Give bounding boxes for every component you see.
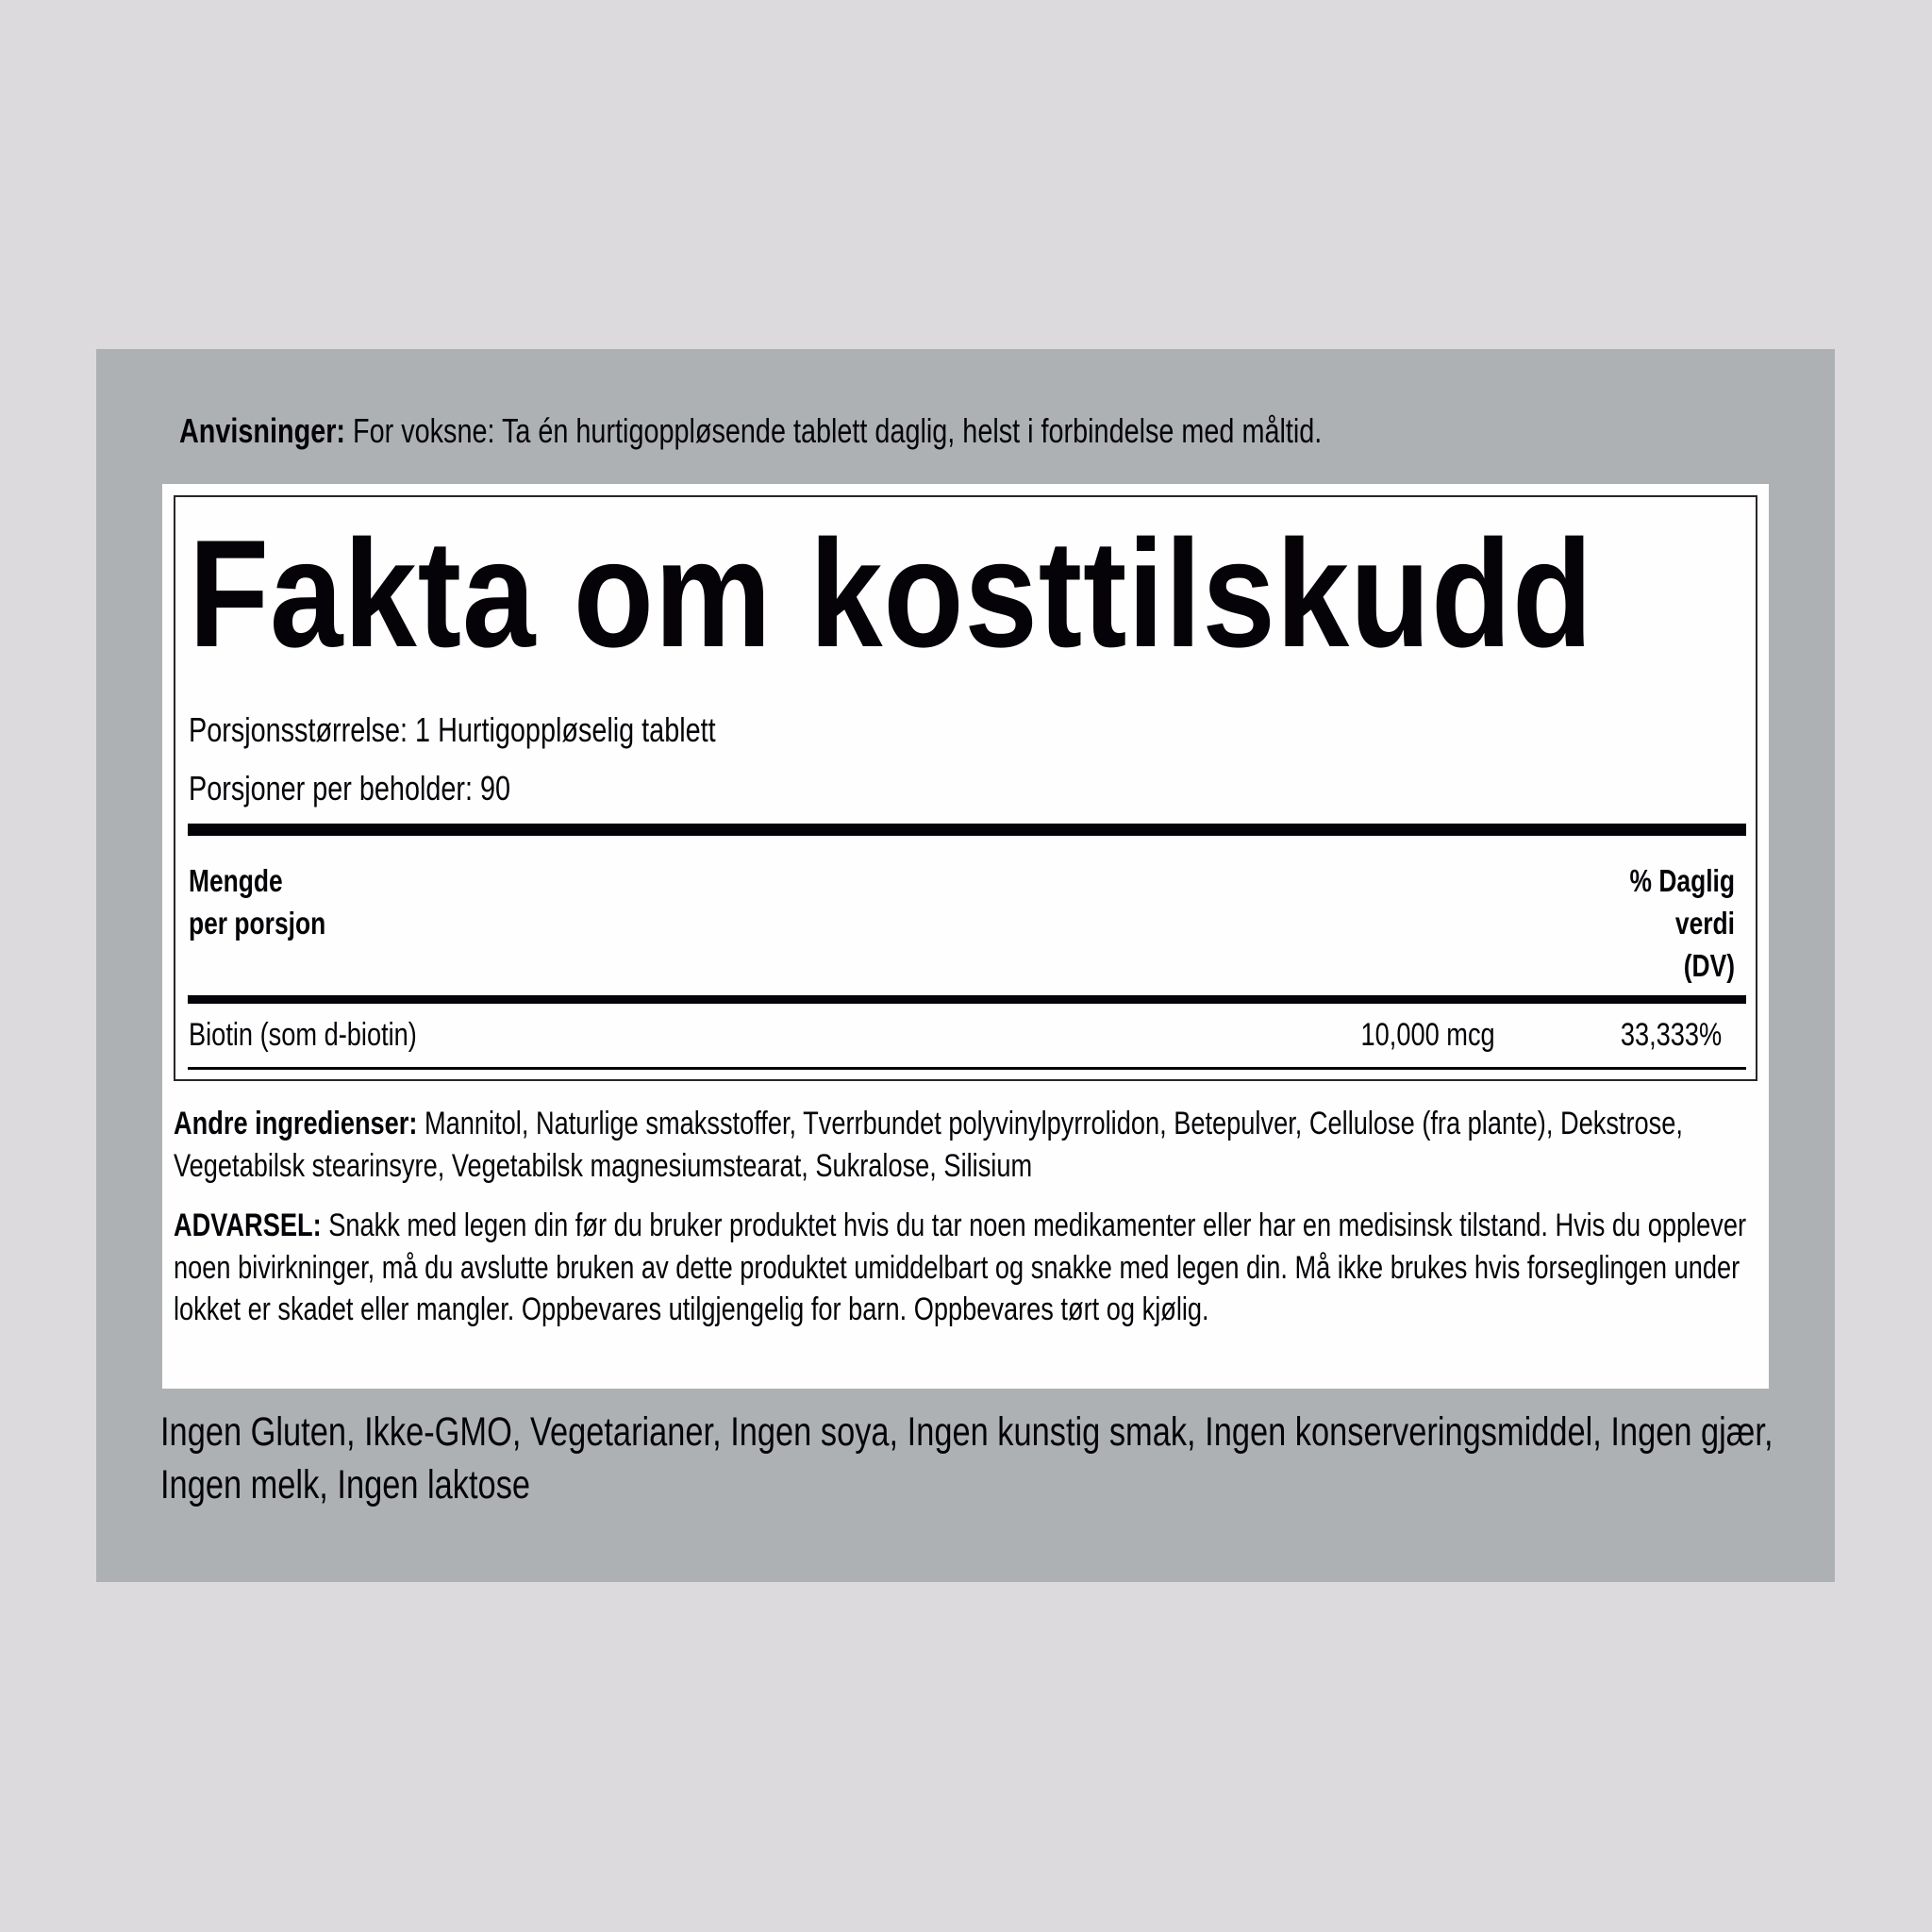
supplement-facts-table [174,495,1757,1081]
amount-header-line2: per porsjon [189,906,326,941]
thick-divider [188,824,1746,836]
amount-per-serving-header [189,859,325,944]
other-ingredients-text: Mannitol, Naturlige smaksstoffer, Tverrbundet polyvinylpyrrolidon, Betepulver, Cellulose (fra plante), Dekstrose, Vegetabilsk stearinsyre, Vegetabilsk magnesiumstearat, Sukralose, Silisium [174,1106,1683,1184]
daily-value-header [1433,859,1735,987]
warning [174,1205,1774,1331]
servings-per-container: Porsjoner per beholder: 90 [189,769,511,808]
warning-text: Snakk med legen din før du bruker produktet hvis du tar noen medikamenter eller har en medisinsk tilstand. Hvis du opplever noen bivirkninger, må du avslutte bruken av dette produktet umiddelbart og snakke med legen din. Må ikke brukes hvis forseglingen under lokket er skadet eller mangler. Oppbevares utilgjengelig for barn. Oppbevares tørt og kjølig. [174,1208,1747,1327]
nutrient-name: Biotin (som d-biotin) [189,1017,417,1053]
dv-header-line3: (DV) [1683,948,1735,983]
dietary-claims: Ingen Gluten, Ikke-GMO, Vegetarianer, Ingen soya, Ingen kunstig smak, Ingen konserveringsmiddel, Ingen gjær, Ingen melk, Ingen laktose [160,1409,1774,1507]
amount-header-line1: Mengde [189,863,283,898]
directions-text: For voksne: Ta én hurtigoppløsende tablett daglig, helst i forbindelse med måltid. [345,411,1323,450]
dv-header-line2: verdi [1674,906,1735,941]
warning-label: ADVARSEL: [174,1208,322,1243]
other-ingredients-label: Andre ingredienser: [174,1106,418,1141]
dv-header-line1: % Daglig [1629,863,1735,898]
other-ingredients [174,1103,1774,1187]
directions-label: Anvisninger: [179,411,346,450]
directions [179,409,1764,453]
facts-title: Fakta om kosttilskudd [189,508,1593,679]
nutrient-amount: 10,000 mcg [1360,1017,1495,1053]
header-divider [188,995,1746,1004]
nutrient-dv: 33,333% [1620,1017,1722,1053]
row-divider [188,1067,1746,1070]
serving-size: Porsjonsstørrelse: 1 Hurtigoppløselig tablett [189,710,716,749]
supplement-facts-panel [162,484,1769,1389]
